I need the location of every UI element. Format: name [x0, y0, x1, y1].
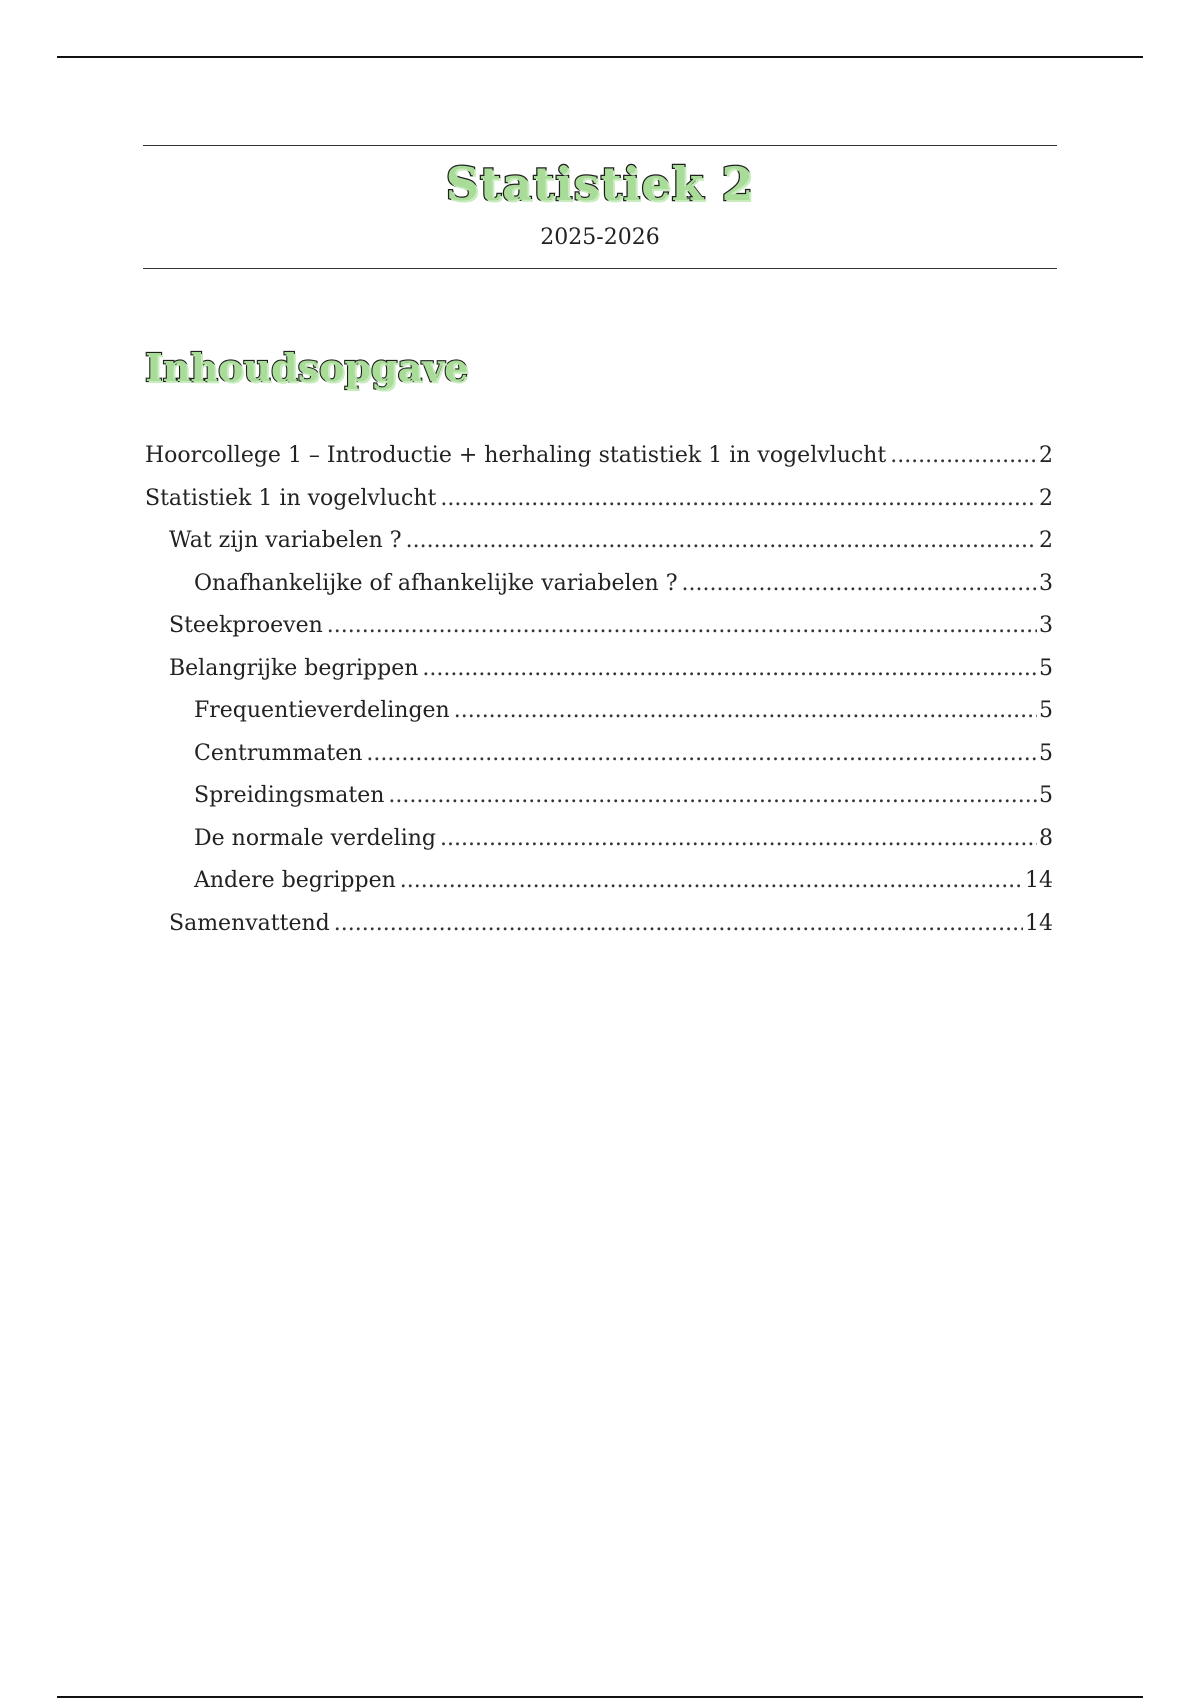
table-of-contents — [145, 440, 1053, 950]
toc-dot-leader — [406, 525, 1037, 557]
toc-entry[interactable] — [145, 738, 1053, 781]
toc-dot-leader — [890, 440, 1037, 472]
toc-entry[interactable] — [145, 440, 1053, 483]
page-bottom-rule — [57, 1696, 1143, 1698]
toc-entry-page: 5 — [1039, 740, 1053, 766]
toc-entry[interactable] — [145, 908, 1053, 951]
page-top-rule — [57, 56, 1143, 58]
toc-dot-leader — [682, 568, 1037, 600]
toc-entry-page: 3 — [1039, 613, 1053, 638]
toc-entry-label: Frequentieverdelingen — [194, 698, 450, 723]
toc-entry-page: 3 — [1039, 570, 1053, 596]
toc-entry-label: Statistiek 1 in vogelvlucht — [145, 485, 437, 511]
toc-entry-label: De normale verdeling — [194, 825, 436, 851]
toc-dot-leader — [366, 738, 1037, 770]
toc-entry-label: Samenvattend — [169, 910, 330, 936]
toc-entry-label: Steekproeven — [169, 613, 323, 638]
toc-entry-page: 2 — [1039, 485, 1053, 511]
toc-entry-label: Andere begrippen — [194, 868, 396, 893]
toc-entry-label: Onafhankelijke of afhankelijke variabelen ? — [194, 570, 678, 596]
title-block — [143, 145, 1057, 269]
toc-entry-label: Centrummaten — [194, 740, 363, 766]
toc-entry-page: 8 — [1039, 825, 1053, 851]
toc-dot-leader — [400, 865, 1023, 897]
toc-entry[interactable] — [145, 865, 1053, 908]
toc-entry[interactable] — [145, 610, 1053, 653]
toc-entry[interactable] — [145, 568, 1053, 611]
toc-dot-leader — [388, 780, 1037, 812]
toc-dot-leader — [440, 483, 1037, 515]
toc-entry-page: 5 — [1039, 783, 1053, 808]
toc-dot-leader — [440, 823, 1037, 855]
toc-entry[interactable] — [145, 653, 1053, 696]
toc-entry[interactable] — [145, 525, 1053, 568]
toc-entry-label: Hoorcollege 1 – Introductie + herhaling statistiek 1 in vogelvlucht — [145, 443, 887, 468]
toc-entry-page: 2 — [1039, 528, 1053, 553]
toc-entry[interactable] — [145, 695, 1053, 738]
toc-entry-label: Belangrijke begrippen — [169, 655, 419, 681]
document-title: Statistiek 2 — [445, 157, 755, 211]
toc-dot-leader — [454, 695, 1037, 727]
toc-entry-page: 2 — [1039, 443, 1053, 468]
toc-entry-page: 14 — [1025, 910, 1053, 936]
toc-entry-label: Spreidingsmaten — [194, 783, 385, 808]
toc-entry-page: 14 — [1025, 868, 1053, 893]
toc-entry[interactable] — [145, 823, 1053, 866]
toc-heading: Inhoudsopgave — [145, 345, 469, 390]
toc-entry[interactable] — [145, 780, 1053, 823]
toc-entry[interactable] — [145, 483, 1053, 526]
toc-entry-page: 5 — [1039, 698, 1053, 723]
toc-entry-page: 5 — [1039, 655, 1053, 681]
toc-entry-label: Wat zijn variabelen ? — [169, 528, 402, 553]
toc-dot-leader — [327, 610, 1037, 642]
toc-dot-leader — [422, 653, 1037, 685]
toc-dot-leader — [334, 908, 1023, 940]
document-year: 2025-2026 — [540, 225, 660, 250]
